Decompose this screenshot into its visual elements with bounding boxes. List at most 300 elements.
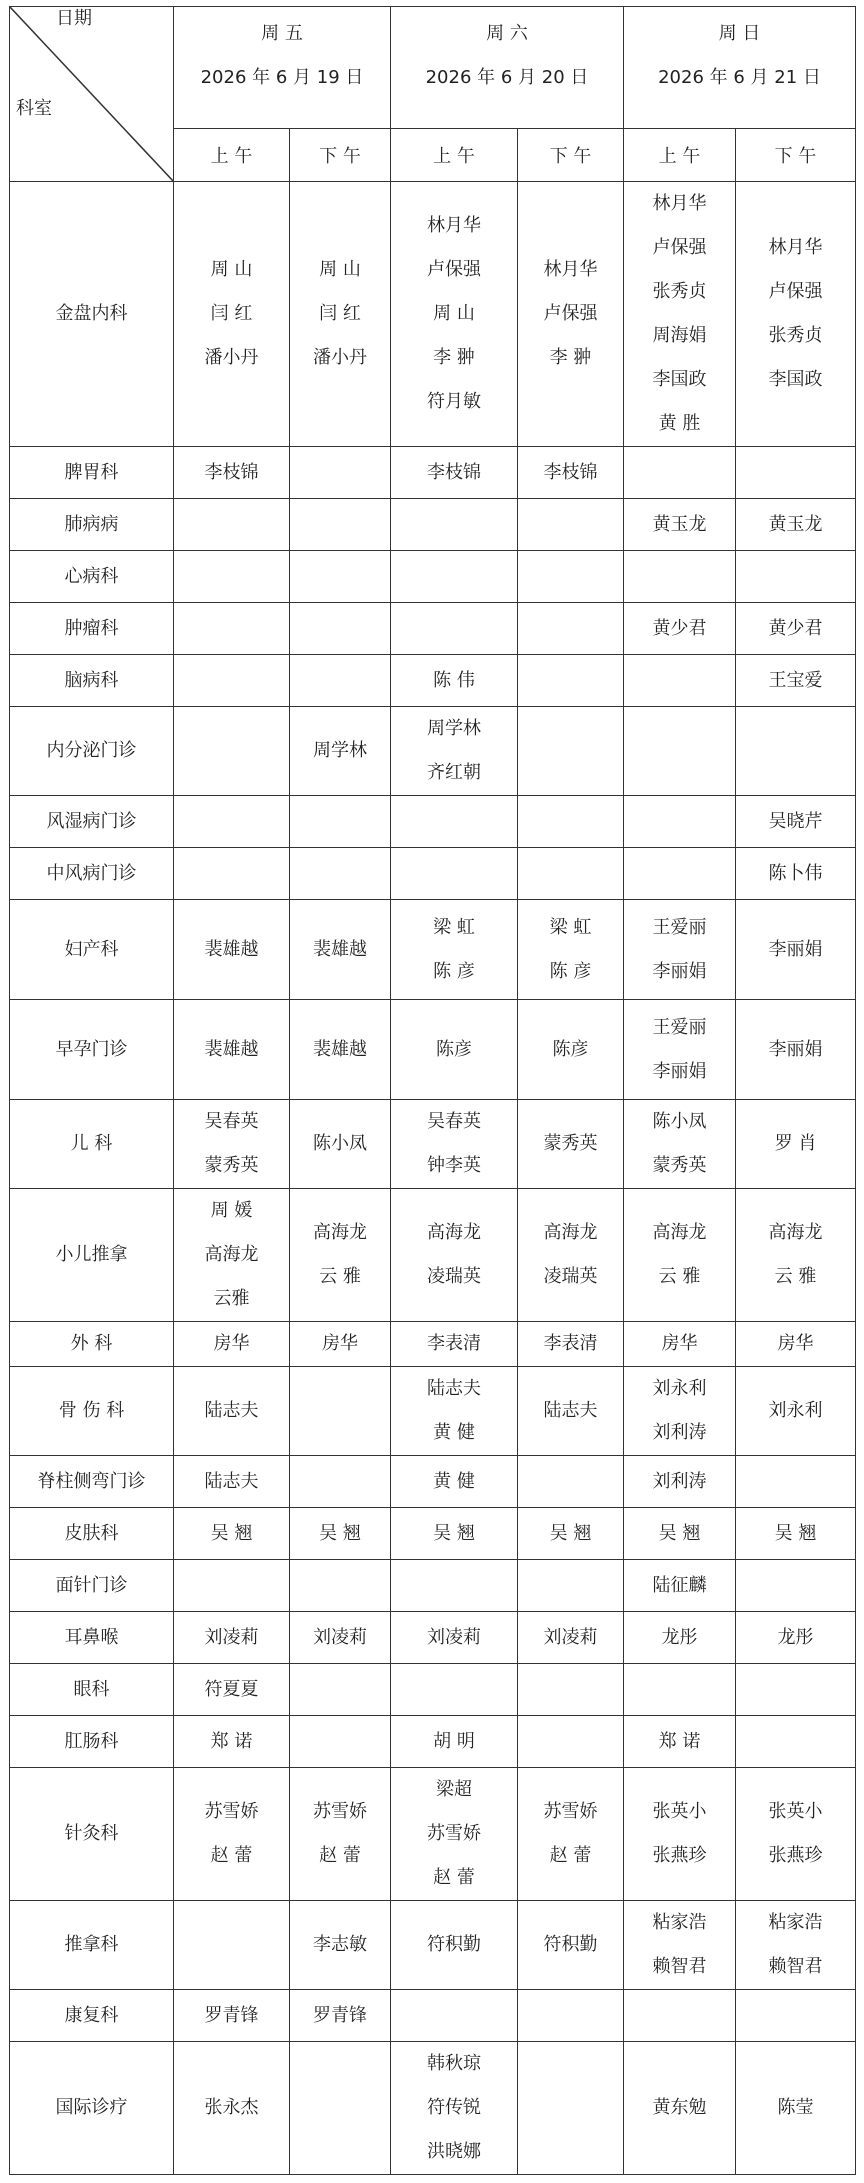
schedule-cell xyxy=(518,2042,624,2175)
doctor-name: 李丽娟 xyxy=(652,1060,707,1082)
doctor-name: 苏雪娇 xyxy=(543,1801,598,1822)
schedule-cell xyxy=(624,1560,736,1612)
schedule-cell xyxy=(174,1456,290,1508)
schedule-cell xyxy=(290,848,391,900)
table-row xyxy=(10,848,856,900)
doctor-name: 李枝锦 xyxy=(427,461,481,483)
schedule-cell xyxy=(624,1000,736,1100)
schedule-cell xyxy=(624,1456,736,1508)
schedule-cell xyxy=(174,796,290,848)
schedule-cell xyxy=(391,707,518,796)
doctor-name: 赖智君 xyxy=(768,1956,823,1977)
schedule-cell xyxy=(736,1560,856,1612)
doctor-name: 云雅 xyxy=(213,1288,250,1309)
schedule-cell xyxy=(518,796,624,848)
schedule-cell xyxy=(174,1100,290,1189)
schedule-cell xyxy=(736,796,856,848)
doctor-name: 林月华 xyxy=(768,237,823,258)
doctor-name: 张秀贞 xyxy=(652,281,707,302)
schedule-cell xyxy=(391,1612,518,1664)
schedule-cell xyxy=(736,1768,856,1901)
schedule-cell xyxy=(518,603,624,655)
schedule-cell xyxy=(174,1508,290,1560)
doctor-name: 罗青锋 xyxy=(204,2004,259,2026)
table-row xyxy=(10,1768,856,1901)
doctor-name: 李表清 xyxy=(427,1333,481,1354)
dept-name-cell: 面针门诊 xyxy=(10,1560,174,1612)
schedule-cell xyxy=(174,1664,290,1716)
day-header-sun xyxy=(624,7,856,129)
dept-name-cell: 皮肤科 xyxy=(10,1508,174,1560)
schedule-cell xyxy=(391,1189,518,1322)
table-row xyxy=(10,1990,856,2042)
schedule-cell xyxy=(290,1456,391,1508)
doctor-name: 龙彤 xyxy=(661,1626,698,1648)
doctor-name: 齐红朝 xyxy=(427,762,481,783)
doctor-name: 陈卜伟 xyxy=(768,862,823,884)
schedule-cell xyxy=(736,1664,856,1716)
doctor-name: 林月华 xyxy=(543,259,598,280)
doctor-name: 裴雄越 xyxy=(313,938,367,960)
doctor-name: 林月华 xyxy=(652,193,707,214)
doctor-name: 卢保强 xyxy=(427,259,481,280)
dept-name-cell: 推拿科 xyxy=(10,1901,174,1990)
doctor-name: 吴 翘 xyxy=(210,1522,253,1544)
doctor-name: 张燕珍 xyxy=(768,1845,823,1866)
doctor-name: 张英小 xyxy=(652,1801,707,1822)
schedule-cell xyxy=(518,551,624,603)
schedule-cell xyxy=(290,1990,391,2042)
schedule-cell xyxy=(290,1322,391,1367)
schedule-cell xyxy=(624,1716,736,1768)
doctor-name: 黄 健 xyxy=(433,1422,475,1443)
schedule-cell xyxy=(391,1664,518,1716)
schedule-cell xyxy=(518,1664,624,1716)
schedule-cell xyxy=(174,1560,290,1612)
schedule-cell xyxy=(290,1612,391,1664)
schedule-cell xyxy=(391,900,518,1000)
schedule-cell xyxy=(290,1560,391,1612)
dept-name-cell: 脊柱侧弯门诊 xyxy=(10,1456,174,1508)
schedule-cell xyxy=(174,848,290,900)
doctor-name: 李国政 xyxy=(768,369,823,390)
schedule-cell xyxy=(391,848,518,900)
doctor-name: 李志敏 xyxy=(313,1934,367,1955)
schedule-cell xyxy=(391,1990,518,2042)
schedule-cell xyxy=(736,2042,856,2175)
am-header: 上 午 xyxy=(391,129,518,182)
doctor-name: 裴雄越 xyxy=(313,1038,367,1060)
schedule-cell xyxy=(518,1456,624,1508)
doctor-name: 蒙秀英 xyxy=(204,1155,259,1176)
doctor-name: 李 翀 xyxy=(549,347,592,368)
doctor-name: 周 媛 xyxy=(210,1200,253,1221)
corner-cell xyxy=(10,7,174,182)
doctor-name: 卢保强 xyxy=(543,303,598,324)
schedule-cell xyxy=(736,655,856,707)
schedule-cell xyxy=(290,603,391,655)
dept-name-cell: 金盘内科 xyxy=(10,182,174,447)
doctor-name: 李国政 xyxy=(652,369,707,390)
doctor-name: 符传锐 xyxy=(427,2097,481,2118)
doctor-name: 刘永利 xyxy=(652,1378,707,1399)
doctor-name: 符夏夏 xyxy=(204,1678,259,1700)
schedule-cell xyxy=(391,1100,518,1189)
doctor-name: 陈彦 xyxy=(552,1038,589,1060)
dept-name-cell: 肛肠科 xyxy=(10,1716,174,1768)
schedule-cell xyxy=(174,499,290,551)
schedule-cell xyxy=(174,1990,290,2042)
doctor-name: 卢保强 xyxy=(768,281,823,302)
table-row xyxy=(10,900,856,1000)
schedule-cell xyxy=(518,1716,624,1768)
table-row xyxy=(10,551,856,603)
schedule-cell xyxy=(290,447,391,499)
doctor-name: 苏雪娇 xyxy=(313,1801,367,1822)
doctor-name: 梁 虹 xyxy=(433,916,475,938)
schedule-cell xyxy=(391,1000,518,1100)
schedule-cell xyxy=(518,182,624,447)
doctor-name: 李枝锦 xyxy=(204,461,259,483)
table-row xyxy=(10,1322,856,1367)
doctor-name: 吴 翘 xyxy=(319,1522,361,1544)
table-row xyxy=(10,1000,856,1100)
schedule-cell xyxy=(736,182,856,447)
doctor-name: 刘凌莉 xyxy=(204,1626,259,1648)
schedule-cell xyxy=(391,655,518,707)
doctor-name: 吴 翘 xyxy=(774,1522,817,1544)
doctor-name: 粘家浩 xyxy=(768,1912,823,1933)
table-row xyxy=(10,1456,856,1508)
schedule-cell xyxy=(518,1000,624,1100)
doctor-name: 郑 诺 xyxy=(658,1730,701,1752)
doctor-name: 陆征麟 xyxy=(652,1574,707,1596)
schedule-cell xyxy=(391,499,518,551)
doctor-name: 周 山 xyxy=(319,259,361,280)
doctor-name: 韩秋琼 xyxy=(427,2053,481,2074)
schedule-cell xyxy=(624,2042,736,2175)
schedule-cell xyxy=(518,848,624,900)
dept-name-cell: 肺病病 xyxy=(10,499,174,551)
doctor-name: 裴雄越 xyxy=(204,1038,259,1060)
doctor-name: 陆志夫 xyxy=(543,1400,598,1421)
schedule-cell xyxy=(518,1322,624,1367)
doctor-name: 吴春英 xyxy=(427,1111,481,1132)
doctor-name: 房华 xyxy=(213,1333,250,1354)
day-name: 周 六 xyxy=(486,23,528,44)
table-row xyxy=(10,1189,856,1322)
doctor-name: 裴雄越 xyxy=(204,938,259,960)
schedule-cell xyxy=(736,499,856,551)
schedule-cell xyxy=(290,1189,391,1322)
schedule-cell xyxy=(174,2042,290,2175)
doctor-name: 周 山 xyxy=(433,303,475,324)
doctor-name: 赵 蕾 xyxy=(319,1845,361,1866)
dept-name-cell: 早孕门诊 xyxy=(10,1000,174,1100)
doctor-name: 龙彤 xyxy=(777,1626,814,1648)
doctor-name: 潘小丹 xyxy=(313,347,367,368)
schedule-cell xyxy=(736,1901,856,1990)
doctor-name: 卢保强 xyxy=(652,237,707,258)
table-row xyxy=(10,1100,856,1189)
dept-name-cell: 骨 伤 科 xyxy=(10,1367,174,1456)
doctor-name: 李枝锦 xyxy=(543,461,598,483)
schedule-cell xyxy=(391,1901,518,1990)
schedule-cell xyxy=(624,1100,736,1189)
schedule-cell xyxy=(290,1508,391,1560)
doctor-name: 李丽娟 xyxy=(768,1038,823,1060)
schedule-cell xyxy=(736,551,856,603)
schedule-cell xyxy=(391,1322,518,1367)
schedule-cell xyxy=(518,1508,624,1560)
schedule-cell xyxy=(736,1508,856,1560)
doctor-name: 蒙秀英 xyxy=(543,1133,598,1154)
schedule-cell xyxy=(624,182,736,447)
dept-name-cell: 脑病科 xyxy=(10,655,174,707)
schedule-cell xyxy=(290,182,391,447)
doctor-name: 蒙秀英 xyxy=(652,1155,707,1176)
table-row xyxy=(10,2042,856,2175)
dept-name-cell: 脾胃科 xyxy=(10,447,174,499)
schedule-cell xyxy=(290,655,391,707)
dept-name-cell: 国际诊疗 xyxy=(10,2042,174,2175)
schedule-cell xyxy=(518,1768,624,1901)
doctor-name: 林月华 xyxy=(427,215,481,236)
doctor-name: 吴 翘 xyxy=(549,1522,592,1544)
schedule-cell xyxy=(174,1612,290,1664)
table-row xyxy=(10,603,856,655)
schedule-cell xyxy=(624,1768,736,1901)
schedule-cell xyxy=(391,1560,518,1612)
doctor-name: 赖智君 xyxy=(652,1956,707,1977)
schedule-cell xyxy=(736,1367,856,1456)
schedule-cell xyxy=(624,707,736,796)
table-row xyxy=(10,1716,856,1768)
schedule-cell xyxy=(174,1000,290,1100)
schedule-cell xyxy=(736,900,856,1000)
schedule-cell xyxy=(290,1367,391,1456)
schedule-cell xyxy=(624,447,736,499)
table-row xyxy=(10,1612,856,1664)
doctor-name: 胡 明 xyxy=(433,1730,475,1752)
doctor-name: 刘凌莉 xyxy=(313,1626,367,1648)
doctor-name: 高海龙 xyxy=(768,1222,823,1243)
doctor-name: 郑 诺 xyxy=(210,1730,253,1752)
doctor-name: 赵 蕾 xyxy=(549,1845,592,1866)
doctor-name: 赵 蕾 xyxy=(433,1867,475,1888)
schedule-cell xyxy=(290,796,391,848)
dept-name-cell: 儿 科 xyxy=(10,1100,174,1189)
doctor-name: 凌瑞英 xyxy=(427,1266,481,1287)
doctor-name: 陈 彦 xyxy=(433,960,475,982)
schedule-cell xyxy=(391,796,518,848)
doctor-name: 陈小凤 xyxy=(652,1111,707,1132)
doctor-name: 周学林 xyxy=(313,740,367,761)
doctor-name: 王爱丽 xyxy=(652,1016,707,1038)
doctor-name: 李表清 xyxy=(543,1333,598,1354)
schedule-cell xyxy=(518,900,624,1000)
schedule-cell xyxy=(391,2042,518,2175)
schedule-cell xyxy=(391,447,518,499)
schedule-cell xyxy=(624,1508,736,1560)
dept-name-cell: 风湿病门诊 xyxy=(10,796,174,848)
schedule-cell xyxy=(518,1189,624,1322)
schedule-cell xyxy=(290,1716,391,1768)
dept-name-cell: 耳鼻喉 xyxy=(10,1612,174,1664)
doctor-name: 黄玉龙 xyxy=(768,513,823,535)
schedule-cell xyxy=(736,1100,856,1189)
corner-diagonal xyxy=(10,7,174,182)
pm-header: 下 午 xyxy=(736,129,856,182)
schedule-cell xyxy=(736,1612,856,1664)
dept-name-cell: 内分泌门诊 xyxy=(10,707,174,796)
doctor-name: 陆志夫 xyxy=(427,1378,481,1399)
doctor-name: 凌瑞英 xyxy=(543,1266,598,1287)
schedule-cell xyxy=(391,1456,518,1508)
doctor-name: 黄 健 xyxy=(433,1470,475,1492)
table-row xyxy=(10,447,856,499)
schedule-cell xyxy=(391,1716,518,1768)
schedule-cell xyxy=(518,1990,624,2042)
schedule-cell xyxy=(624,603,736,655)
doctor-name: 梁 虹 xyxy=(549,916,592,938)
table-row xyxy=(10,796,856,848)
doctor-name: 钟李英 xyxy=(427,1155,481,1176)
doctor-name: 陈 伟 xyxy=(433,669,475,691)
doctor-name: 张燕珍 xyxy=(652,1845,707,1866)
doctor-name: 黄少君 xyxy=(652,617,707,639)
doctor-name: 刘凌莉 xyxy=(427,1626,481,1648)
schedule-cell xyxy=(518,1901,624,1990)
doctor-name: 高海龙 xyxy=(652,1222,707,1243)
schedule-cell xyxy=(391,1768,518,1901)
table-row xyxy=(10,1508,856,1560)
doctor-name: 陈小凤 xyxy=(313,1133,367,1154)
schedule-cell xyxy=(391,603,518,655)
dept-name-cell: 外 科 xyxy=(10,1322,174,1367)
schedule-cell xyxy=(624,499,736,551)
date-header-label: 日期 xyxy=(56,8,92,29)
dept-name-cell: 中风病门诊 xyxy=(10,848,174,900)
doctor-name: 房华 xyxy=(777,1333,814,1354)
schedule-cell xyxy=(736,603,856,655)
dept-name-cell: 小儿推拿 xyxy=(10,1189,174,1322)
schedule-cell xyxy=(290,1664,391,1716)
doctor-name: 刘永利 xyxy=(768,1400,823,1421)
schedule-cell xyxy=(290,1100,391,1189)
table-row xyxy=(10,1560,856,1612)
schedule-cell xyxy=(391,1367,518,1456)
schedule-cell xyxy=(518,1367,624,1456)
doctor-name: 陈莹 xyxy=(777,2097,814,2118)
schedule-cell xyxy=(174,1901,290,1990)
schedule-cell xyxy=(290,1000,391,1100)
doctor-name: 罗青锋 xyxy=(313,2004,367,2026)
schedule-cell xyxy=(736,1456,856,1508)
doctor-name: 李丽娟 xyxy=(768,938,823,960)
schedule-cell xyxy=(174,707,290,796)
doctor-name: 刘利涛 xyxy=(652,1470,707,1492)
schedule-cell xyxy=(518,447,624,499)
doctor-name: 吴春英 xyxy=(204,1111,259,1132)
doctor-name: 吴 翘 xyxy=(658,1522,701,1544)
doctor-name: 符积勤 xyxy=(427,1934,481,1955)
doctor-name: 吴 翘 xyxy=(433,1522,475,1544)
doctor-name: 陈彦 xyxy=(436,1038,472,1060)
day-date: 2026 年 6 月 20 日 xyxy=(425,67,589,88)
pm-header: 下 午 xyxy=(290,129,391,182)
doctor-name: 房华 xyxy=(661,1333,698,1354)
schedule-cell xyxy=(290,707,391,796)
schedule-cell xyxy=(174,1768,290,1901)
schedule-cell xyxy=(174,1716,290,1768)
doctor-name: 洪晓娜 xyxy=(427,2141,481,2162)
doctor-name: 刘利涛 xyxy=(652,1422,707,1443)
schedule-cell xyxy=(174,1189,290,1322)
dept-header-label: 科室 xyxy=(16,98,52,119)
schedule-cell xyxy=(736,1000,856,1100)
doctor-name: 符积勤 xyxy=(543,1934,598,1955)
schedule-cell xyxy=(518,655,624,707)
doctor-name: 高海龙 xyxy=(313,1222,367,1243)
schedule-cell xyxy=(624,900,736,1000)
dept-name-cell: 眼科 xyxy=(10,1664,174,1716)
doctor-name: 陈 彦 xyxy=(549,960,592,982)
table-row xyxy=(10,499,856,551)
doctor-name: 符月敏 xyxy=(427,391,481,412)
table-row xyxy=(10,707,856,796)
schedule-cell xyxy=(174,447,290,499)
doctor-name: 高海龙 xyxy=(204,1244,259,1265)
doctor-name: 张秀贞 xyxy=(768,325,823,346)
doctor-name: 王宝爱 xyxy=(768,669,823,691)
doctor-name: 云 雅 xyxy=(319,1266,361,1287)
doctor-name: 张永杰 xyxy=(204,2097,259,2118)
schedule-cell xyxy=(624,1664,736,1716)
schedule-cell xyxy=(624,1322,736,1367)
doctor-name: 闫 红 xyxy=(319,303,361,324)
doctor-name: 梁超 xyxy=(436,1779,472,1800)
schedule-table xyxy=(9,6,856,2175)
schedule-cell xyxy=(624,655,736,707)
schedule-cell xyxy=(174,655,290,707)
table-row xyxy=(10,655,856,707)
doctor-name: 张英小 xyxy=(768,1801,823,1822)
schedule-cell xyxy=(624,1367,736,1456)
day-header-fri xyxy=(174,7,391,129)
schedule-cell xyxy=(624,551,736,603)
am-header: 上 午 xyxy=(174,129,290,182)
day-name: 周 日 xyxy=(718,23,761,44)
schedule-cell xyxy=(518,499,624,551)
doctor-name: 陆志夫 xyxy=(204,1470,259,1492)
schedule-cell xyxy=(391,182,518,447)
schedule-cell xyxy=(290,2042,391,2175)
pm-header: 下 午 xyxy=(518,129,624,182)
schedule-cell xyxy=(174,551,290,603)
doctor-name: 李 翀 xyxy=(433,347,475,368)
doctor-name: 黄 胜 xyxy=(658,413,701,434)
doctor-name: 周海娟 xyxy=(652,325,707,346)
dept-name-cell: 针灸科 xyxy=(10,1768,174,1901)
doctor-name: 潘小丹 xyxy=(204,347,259,368)
schedule-cell xyxy=(290,499,391,551)
schedule-cell xyxy=(174,900,290,1000)
schedule-cell xyxy=(736,447,856,499)
doctor-name: 苏雪娇 xyxy=(204,1801,259,1822)
day-date: 2026 年 6 月 19 日 xyxy=(200,67,364,88)
doctor-name: 黄玉龙 xyxy=(652,513,707,535)
